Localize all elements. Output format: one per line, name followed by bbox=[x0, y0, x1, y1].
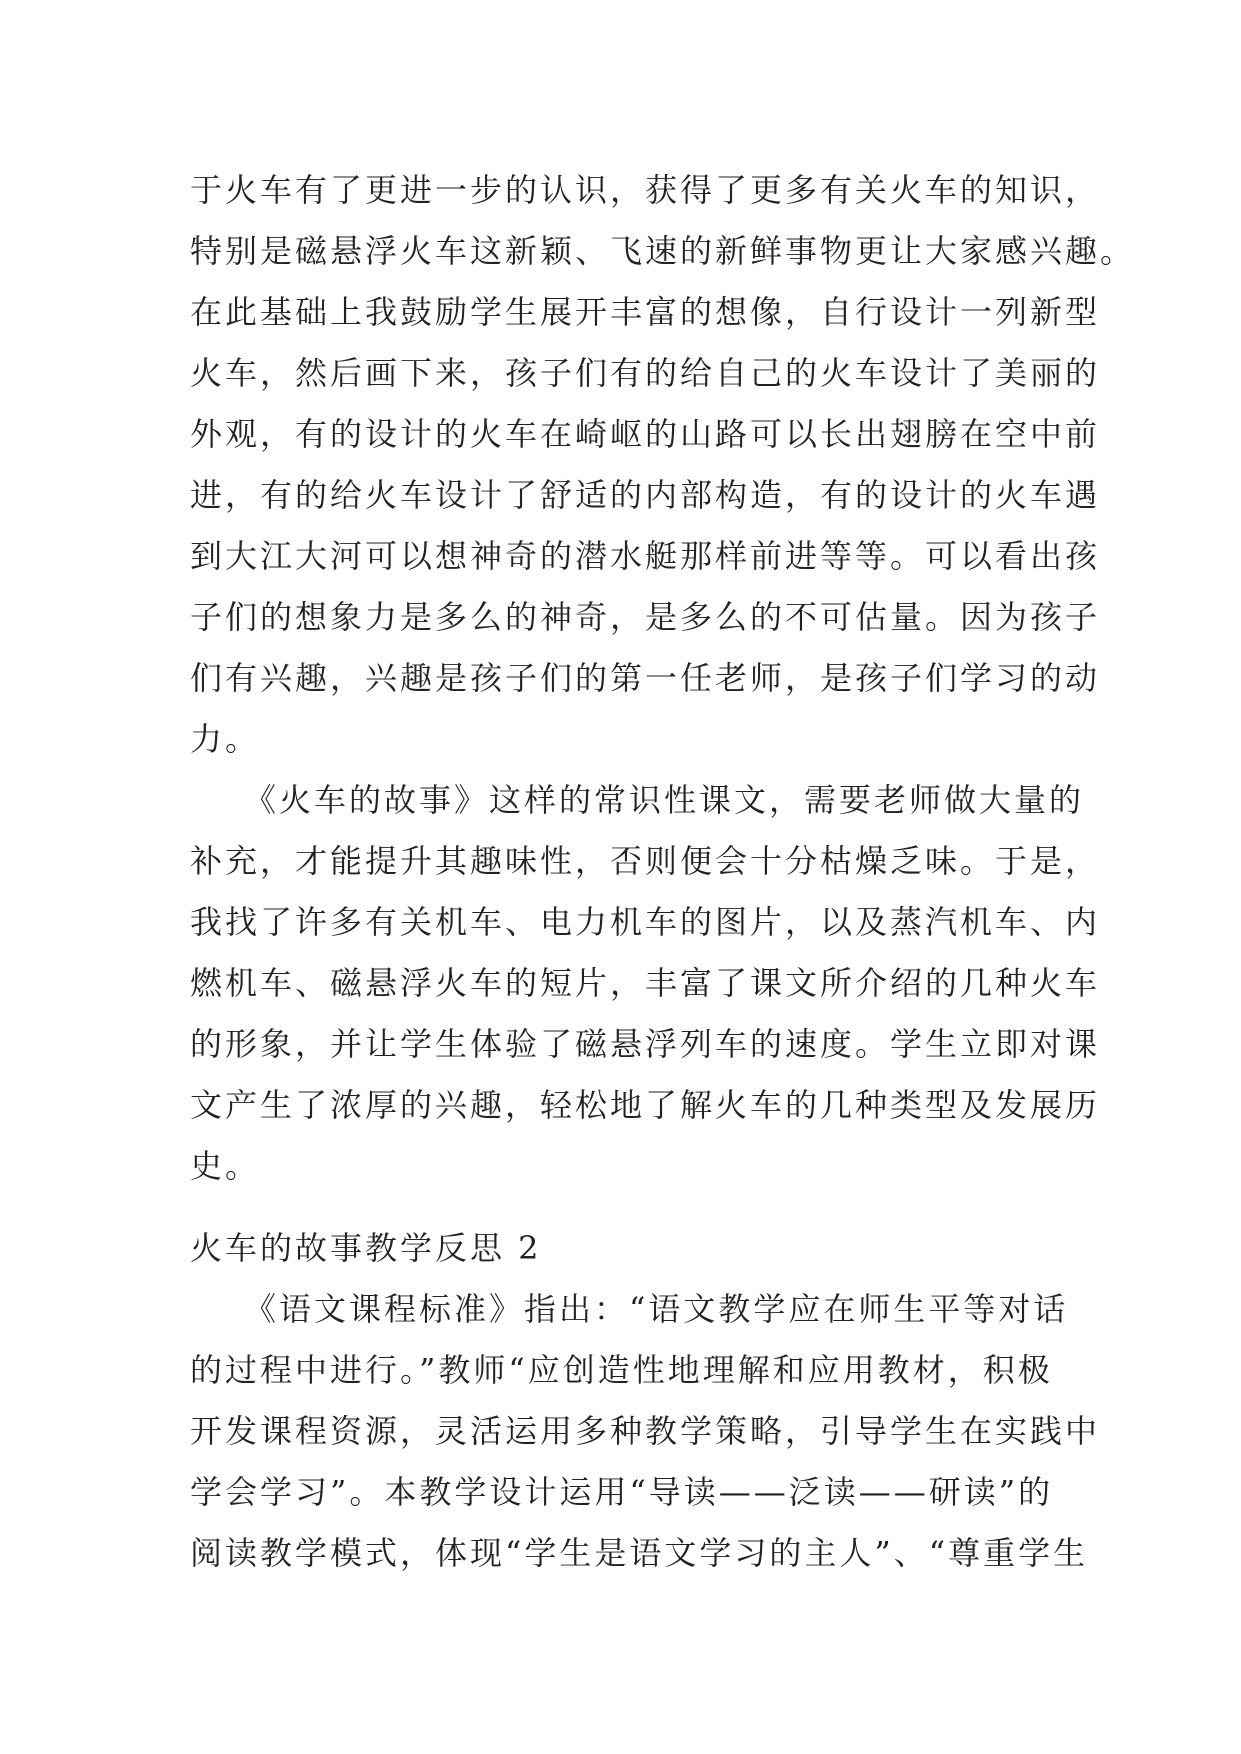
text-line: 开发课程资源，灵活运用多种教学策略，引导学生在实践中 bbox=[190, 1412, 1101, 1450]
text-line: 子们的想象力是多么的神奇，是多么的不可估量。因为孩子 bbox=[190, 598, 1101, 636]
text-line: 于火车有了更进一步的认识，获得了更多有关火车的知识， bbox=[190, 171, 1101, 209]
text-line: 史。 bbox=[190, 1147, 261, 1185]
text-line: 补充，才能提升其趣味性，否则便会十分枯燥乏味。于是， bbox=[190, 842, 1101, 880]
text-line: 阅读教学模式，体现“学生是语文学习的主人”、“尊重学生 bbox=[190, 1534, 1089, 1572]
text-line: 外观，有的设计的火车在崎岖的山路可以长出翅膀在空中前 bbox=[190, 415, 1101, 453]
text-line: 《火车的故事》这样的常识性课文，需要老师做大量的 bbox=[190, 781, 1085, 819]
text-line: 在此基础上我鼓励学生展开丰富的想像，自行设计一列新型 bbox=[190, 293, 1101, 331]
section-2-block bbox=[190, 1218, 1101, 1584]
text-line: 的过程中进行。”教师“应创造性地理解和应用教材，积极 bbox=[190, 1351, 1053, 1389]
text-line: 文产生了浓厚的兴趣，轻松地了解火车的几种类型及发展历 bbox=[190, 1086, 1101, 1124]
text-line: 的形象，并让学生体验了磁悬浮列车的速度。学生立即对课 bbox=[190, 1025, 1101, 1063]
text-line: 进，有的给火车设计了舒适的内部构造，有的设计的火车遇 bbox=[190, 476, 1101, 514]
text-line: 到大江大河可以想神奇的潜水艇那样前进等等。可以看出孩 bbox=[190, 537, 1101, 575]
text-line: 特别是磁悬浮火车这新颖、飞速的新鲜事物更让大家感兴趣。 bbox=[190, 232, 1136, 270]
text-line: 火车，然后画下来，孩子们有的给自己的火车设计了美丽的 bbox=[190, 354, 1101, 392]
text-line: 学会学习”。本教学设计运用“导读——泛读——研读”的 bbox=[190, 1473, 1054, 1511]
text-line: 燃机车、磁悬浮火车的短片，丰富了课文所介绍的几种火车 bbox=[190, 964, 1101, 1002]
text-line: 们有兴趣，兴趣是孩子们的第一任老师，是孩子们学习的动 bbox=[190, 659, 1101, 697]
section-title: 火车的故事教学反思 2 bbox=[190, 1229, 542, 1267]
body-text-block bbox=[190, 160, 1136, 1197]
text-line: 力。 bbox=[190, 720, 261, 758]
text-line: 我找了许多有关机车、电力机车的图片，以及蒸汽机车、内 bbox=[190, 903, 1101, 941]
text-line: 《语文课程标准》指出：“语文教学应在师生平等对话 bbox=[190, 1290, 1069, 1328]
